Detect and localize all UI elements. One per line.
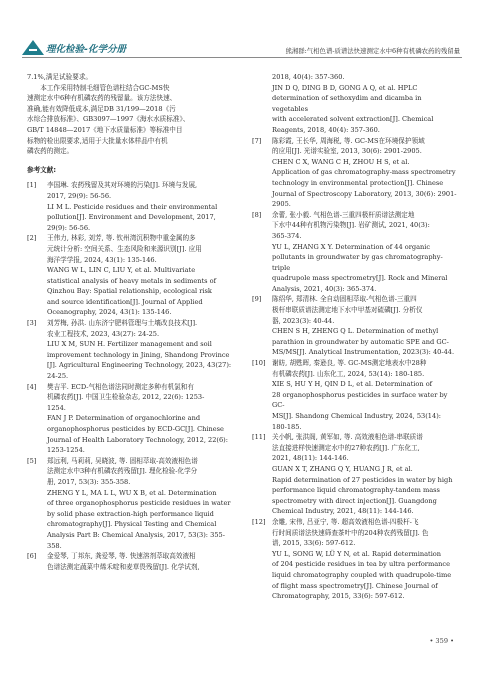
- reference-number: [3]: [27, 319, 37, 328]
- reference-line: with accelerated solvent extraction[J]. Chemical: [272, 115, 434, 124]
- reference-number: [6]: [27, 552, 37, 561]
- reference-number: [252, 72, 272, 136]
- reference-line: 谱, 2015, 33(6): 597-612.: [272, 539, 356, 548]
- reference-line: 29(9): 56-56.: [47, 223, 91, 232]
- intro-line: 速测定水中6种有机磷农药的残留量。该方法快速、: [27, 94, 177, 103]
- reference-entry: [252, 136, 458, 210]
- reference-line: pollution[J]. Environment and Development, 2017,: [47, 213, 216, 222]
- reference-entry: [27, 318, 233, 382]
- reference-line: 刘芳梅, 孙洪. 山东济宁肥料管理与土壤改良技术[J].: [47, 319, 198, 328]
- reference-line: 的应用[J]. 光谱实验室, 2013, 30(6): 2901-2905.: [272, 147, 422, 156]
- reference-number: [4]: [27, 382, 37, 391]
- reference-text: [47, 551, 233, 572]
- reference-text: [47, 318, 233, 382]
- intro-line: GB/T 14848—2017《地下水质量标准》等标准中目: [27, 125, 183, 134]
- reference-line: quadrupole mass spectrometry[J]. Rock and Mineral: [272, 274, 448, 283]
- reference-line: 法直接进样快速测定水中的27种农药[J]. 广东化工,: [272, 443, 420, 452]
- reference-line: 下水中44种有机物污染物[J]. 岩矿测试, 2021, 40(3):: [272, 221, 430, 230]
- reference-line: performance liquid chromatography-tandem mass: [272, 486, 440, 495]
- reference-line: 金爱琴, 丁邦东, 龚爱琴, 等. 快速溶剂萃取高效液相: [47, 552, 196, 561]
- reference-line: of three organophosphorus pesticide residues in water: [47, 499, 231, 508]
- reference-line: 24-25.: [47, 372, 69, 381]
- reference-line: Qinzhou Bay: Spatial relationship, ecological risk: [47, 287, 212, 296]
- reference-line: 机磷农药[J]. 中国卫生检验杂志, 2012, 22(6): 1253-: [47, 393, 205, 402]
- right-reference-list: [252, 72, 458, 602]
- reference-text: [47, 456, 233, 551]
- reference-entry: [252, 358, 458, 432]
- reference-line: organophosphorus pesticides by ECD-GC[J]. Chinese: [47, 425, 224, 433]
- reference-line: MS[J]. Shandong Chemical Industry, 2024, 53(14):: [272, 412, 441, 420]
- reference-line: Journal of Spectroscopy Laboratory, 2013, 30(6): 2901-: [272, 189, 457, 198]
- reference-line: Chromatography, 2015, 33(6): 597-612.: [272, 592, 405, 601]
- intro-line: 7.1%,满足试验要求。: [27, 73, 93, 81]
- reference-line: LIU X M, SUN H. Fertilizer management and soil: [47, 340, 212, 349]
- reference-line: FAN J P. Determination of organochlorine and: [47, 414, 201, 423]
- reference-line: Journal of Health Laboratory Technology, 2012, 22(6):: [47, 435, 228, 444]
- running-title: 熊湘群:气相色谱-质谱法快速测定水中6种有机磷农药的残留量: [285, 47, 460, 55]
- reference-line: 册, 2017, 53(3): 355-358.: [47, 477, 131, 486]
- reference-text: [47, 382, 233, 456]
- reference-line: YU L, ZHANG X Y. Determination of 44 organic: [272, 242, 431, 251]
- reference-line: Analysis, 2021, 40(3): 365-374.: [272, 284, 377, 293]
- reference-line: 极杆串联质谱法测定地下水中甲基对硫磷[J]. 分析仪: [272, 306, 423, 315]
- reference-line: technology in environmental protection[J]. Chinese: [272, 178, 444, 187]
- reference-line: GUAN X T, ZHANG Q Y, HUANG J R, et al.: [272, 464, 413, 473]
- reference-entry: [252, 72, 458, 136]
- reference-line: 樊吉平. ECD-气相色谱法同时测定多种有机氯和有: [47, 382, 194, 391]
- reference-line: determination of sethoxydim and dicamba in vegetables: [272, 94, 422, 113]
- reference-line: [J]. Agricultural Engineering Technology, 2023, 43(27):: [47, 361, 232, 370]
- reference-line: 陈绍华, 郑清林. 全自动固相萃取-气相色谱-三重四: [272, 295, 417, 304]
- reference-text: [272, 136, 458, 210]
- reference-entry: [27, 180, 233, 233]
- reference-number: [10]: [252, 359, 266, 368]
- reference-line: 行时间质谱法快速筛查茶叶中的204种农药残留[J]. 色: [272, 528, 429, 537]
- reference-line: Chemical Industry, 2021, 48(11): 144-146.: [272, 507, 414, 516]
- references-heading: 参考文献:: [27, 165, 57, 174]
- journal-logo-icon: [22, 40, 44, 55]
- reference-number: [9]: [252, 295, 262, 304]
- reference-text: [272, 210, 458, 295]
- reference-line: Analysis Part B: Chemical Analysis, 2017, 53(3): 355-358.: [47, 530, 225, 550]
- reference-line: WANG W L, LIN C, LIU Y, et al. Multivariate: [47, 266, 196, 275]
- intro-line: 本工作采用特制毛细管色谱柱结合GC-MS快: [40, 83, 170, 92]
- reference-text: [47, 180, 233, 233]
- reference-line: MS/MS[J]. Analytical Instrumentation, 2023(3): 40-44.: [272, 348, 455, 357]
- reference-entry: [252, 517, 458, 602]
- reference-number: [1]: [27, 181, 37, 190]
- reference-line: YU L, SONG W, LÜ Y N, et al. Rapid determination: [272, 549, 442, 558]
- reference-text: [272, 72, 458, 136]
- reference-line: spectrometry with direct injection[J]. Guangdong: [272, 496, 437, 505]
- reference-text: [272, 294, 458, 358]
- reference-line: Oceanography, 2024, 43(1): 135-146.: [47, 308, 172, 317]
- reference-line: 28 organophosphorus pesticides in surface water by GC-: [272, 390, 448, 410]
- left-column: [27, 72, 233, 572]
- reference-line: pollutants in groundwater by gas chromatography-triple: [272, 253, 443, 272]
- page-header: [0, 0, 480, 58]
- reference-line: 2021, 48(11): 144-146.: [272, 454, 349, 463]
- reference-line: 2905.: [272, 200, 291, 209]
- reference-line: parathion in groundwater by automatic SPE and GC-: [272, 337, 449, 346]
- reference-line: 2018, 40(4): 357-360.: [272, 73, 345, 81]
- reference-line: 关小帆, 张洪阁, 黄军如, 等. 高效液相色谱-串联质谱: [272, 433, 423, 442]
- intro-line: 准确,能有效降低成本,满足DB 31/199—2018《污: [27, 104, 176, 113]
- intro-line: 水综合排放标准》、GB3097—1997《海水水质标准》、: [27, 115, 190, 124]
- reference-line: liquid chromatography coupled with quadrupole-time: [272, 570, 452, 579]
- reference-line: ZHENG Y L, MA L L, WU X B, et al. Determination: [47, 488, 217, 497]
- reference-line: XIE S, HU Y H, QIN D L, et al. Determination of: [272, 380, 433, 389]
- reference-text: [272, 432, 458, 517]
- reference-number: [8]: [252, 210, 262, 219]
- reference-text: [272, 358, 458, 432]
- reference-line: 180-185.: [272, 422, 302, 431]
- reference-line: JIN D Q, DING B D, GONG A Q, et al. HPLC: [272, 83, 418, 92]
- reference-line: 谢昉, 胡甦晖, 秦逊良, 等. GC-MS测定地表水中28种: [272, 359, 427, 368]
- reference-entry: [252, 432, 458, 517]
- reference-line: 色谱法测定蔬菜中烯禾啶和麦草畏残留[J]. 化学试剂,: [47, 562, 200, 571]
- reference-line: 余蕾, 张小毅. 气相色谱-三重四极杆质谱法测定地: [272, 210, 415, 219]
- reference-number: [7]: [252, 136, 262, 145]
- reference-line: Rapid determination of 27 pesticides in water by high: [272, 475, 453, 484]
- reference-line: 法测定水中3种有机磷农药残留[J]. 理化检验-化学分: [47, 467, 198, 476]
- reference-line: and source identification[J]. Journal of Applied: [47, 297, 203, 306]
- reference-line: improvement technology in Jining, Shandong Province: [47, 350, 230, 359]
- reference-text: [272, 517, 458, 602]
- reference-line: of 204 pesticide residues in tea by ultra performance: [272, 560, 450, 569]
- reference-number: [11]: [252, 433, 266, 442]
- reference-text: [47, 233, 233, 318]
- reference-line: 王伟力, 林彩, 刘芳, 等. 钦州湾沉积物中重金属的多: [47, 234, 196, 243]
- reference-entry: [27, 233, 233, 318]
- reference-line: 农业工程技术, 2023, 43(27): 24-25.: [47, 329, 160, 338]
- reference-entry: [27, 382, 233, 456]
- reference-line: by solid phase extraction-high performance liquid: [47, 509, 214, 518]
- reference-line: CHEN C X, WANG C H, ZHOU H S, et al.: [272, 157, 410, 166]
- reference-line: 郑远利, 马莉莉, 吴晓波, 等. 固相萃取-高效液相色谱: [47, 456, 198, 465]
- reference-number: [12]: [252, 517, 266, 526]
- reference-entry: [27, 551, 233, 572]
- right-column: [252, 72, 458, 602]
- reference-line: Reagents, 2018, 40(4): 357-360.: [272, 125, 380, 134]
- reference-line: 余雕, 宋伟, 吕亚宁, 等. 超高效液相色谱-四极杆-飞: [272, 517, 419, 526]
- reference-line: 元统计分析: 空间关系、生态风险和来源识别[J]. 应用: [47, 244, 202, 253]
- reference-line: LI M L. Pesticide residues and their environmental: [47, 202, 218, 211]
- reference-line: Application of gas chromatography-mass spectrometry: [272, 168, 456, 177]
- left-reference-list: [27, 180, 233, 572]
- reference-line: chromatography[J]. Physical Testing and Chemical: [47, 520, 217, 529]
- page-number: • 359 •: [429, 637, 454, 645]
- reference-line: 李国琳. 农药残留及其对环境的污染[J]. 环境与发展,: [47, 181, 198, 190]
- reference-entry: [252, 294, 458, 358]
- reference-line: 海洋学学报, 2024, 43(1): 135-146.: [47, 255, 157, 264]
- reference-number: [5]: [27, 456, 37, 465]
- reference-entry: [252, 210, 458, 295]
- journal-logo: [22, 40, 140, 55]
- reference-line: statistical analysis of heavy metals in sediments of: [47, 276, 217, 285]
- reference-line: 陈彩霞, 王长华, 周海税, 等. GC-MS在环境保护领域: [272, 136, 425, 145]
- reference-line: 器, 2023(3): 40-44.: [272, 316, 335, 325]
- journal-logo-text: 理化检验-化学分册: [46, 43, 126, 55]
- reference-line: 有机磷农药[J]. 山东化工, 2024, 53(14): 180-185.: [272, 369, 425, 378]
- intro-line: 磷农药的测定。: [27, 147, 74, 156]
- header-rule: [22, 57, 462, 58]
- reference-line: 1254.: [47, 403, 66, 412]
- intro-line: 标物的检出限要求,适用于大批量水体样品中有机: [27, 136, 168, 145]
- intro-paragraph: [27, 72, 233, 157]
- reference-line: CHEN S H, ZHENG Q L. Determination of methyl: [272, 327, 439, 336]
- reference-line: 365-374.: [272, 231, 302, 240]
- reference-number: [2]: [27, 234, 37, 243]
- reference-line: 1253-1254.: [47, 446, 85, 455]
- reference-line: of flight mass spectrometry[J]. Chinese Journal of: [272, 581, 438, 590]
- reference-entry: [27, 456, 233, 551]
- reference-line: 2017, 29(9): 56-56.: [47, 191, 112, 200]
